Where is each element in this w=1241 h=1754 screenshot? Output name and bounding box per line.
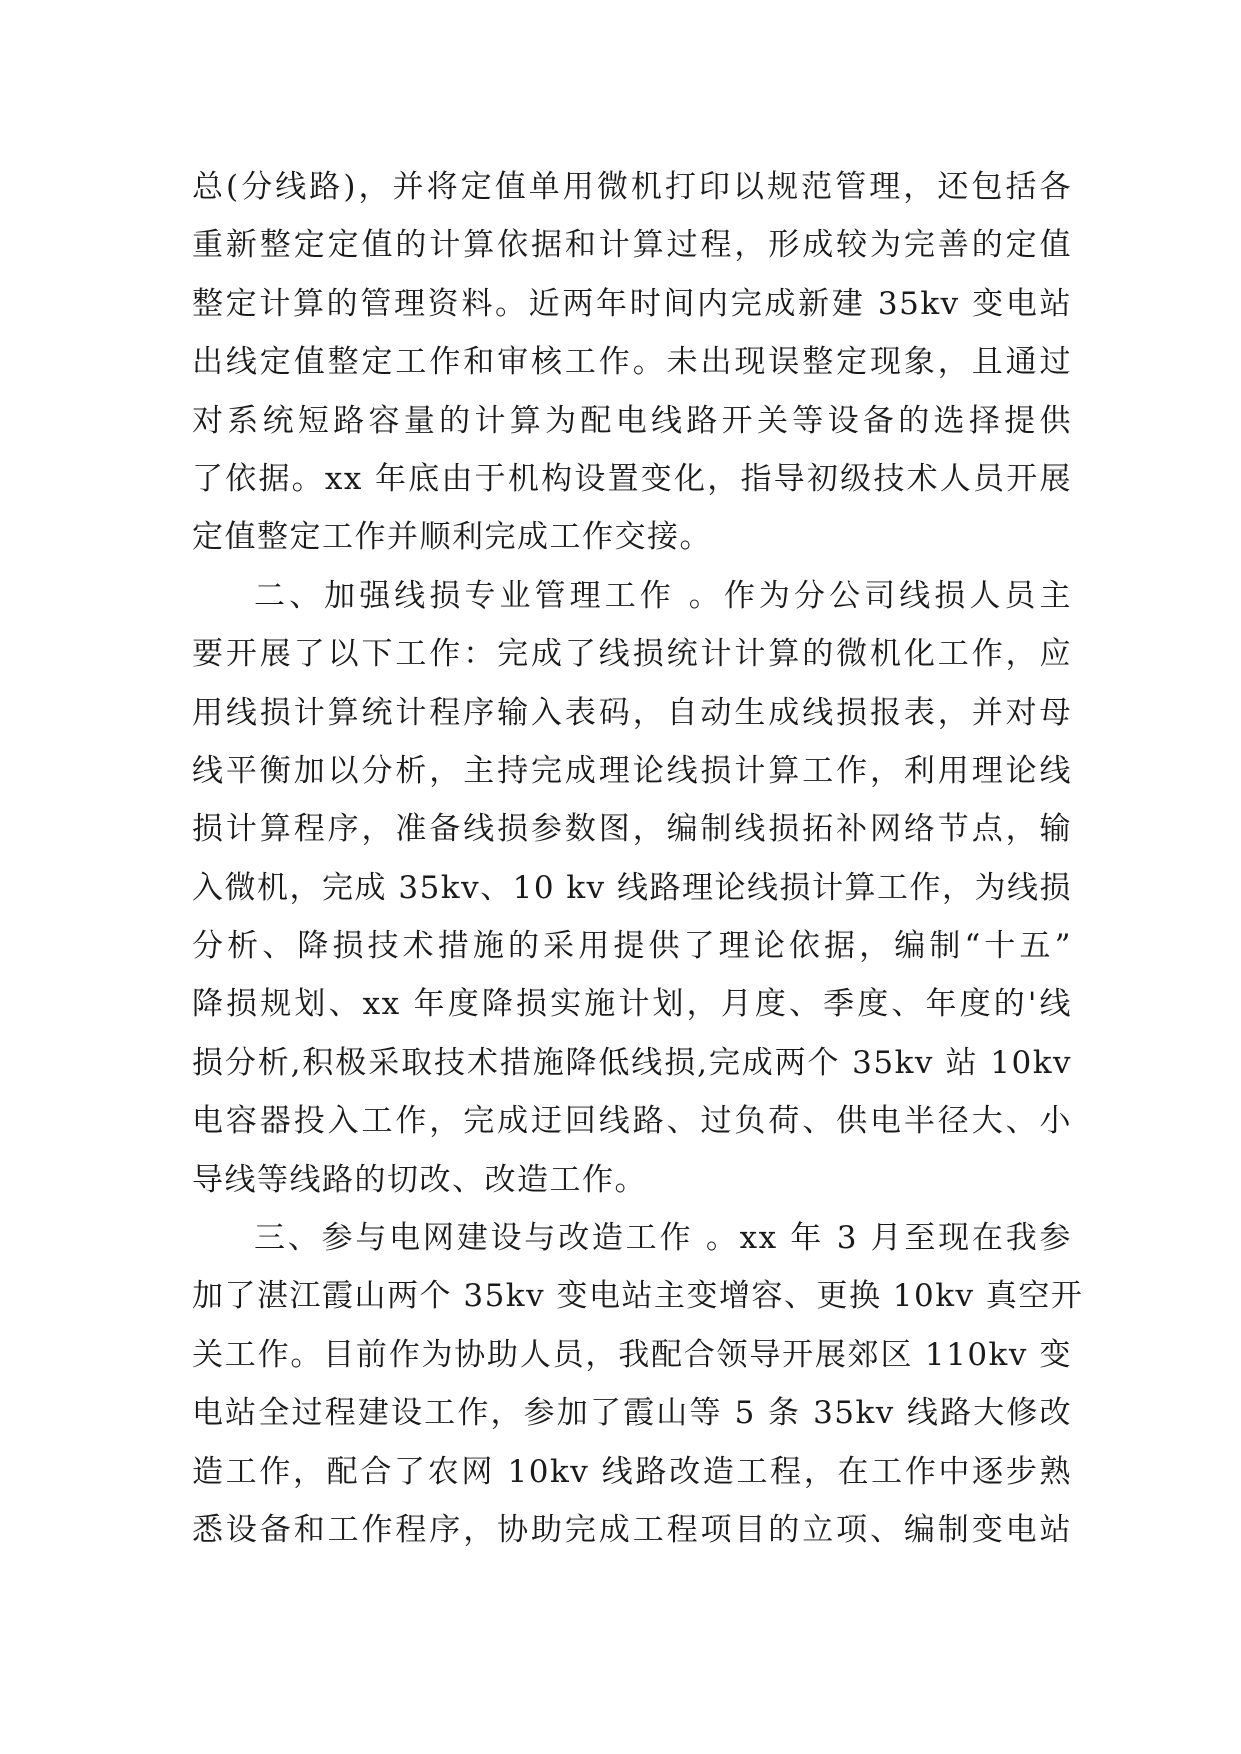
text-line: 入微机，完成 35kv、10 kv 线路理论线损计算工作，为线损 xyxy=(192,869,1073,906)
text-line: 定值整定工作并顺利完成工作交接。 xyxy=(192,519,712,556)
text-line: 降损规划、xx 年度降损实施计划，月度、季度、年度的'线 xyxy=(192,986,1072,1023)
text-line: 造工作，配合了农网 10kv 线路改造工程，在工作中逐步熟 xyxy=(192,1453,1072,1490)
text-line: 加了湛江霞山两个 35kv 变电站主变增容、更换 10kv 真空开 xyxy=(192,1278,1084,1315)
text-line: 要开展了以下工作：完成了线损统计计算的微机化工作，应 xyxy=(192,636,1072,673)
text-line: 对系统短路容量的计算为配电线路开关等设备的选择提供 xyxy=(192,402,1072,439)
text-line: 导线等线路的切改、改造工作。 xyxy=(192,1161,647,1198)
text-line: 整定计算的管理资料。近两年时间内完成新建 35kv 变电站 xyxy=(192,285,1072,322)
text-line: 三、参与电网建设与改造工作 。xx 年 3 月至现在我参 xyxy=(254,1220,1072,1257)
text-line: 损分析,积极采取技术措施降低线损,完成两个 35kv 站 10kv xyxy=(192,1044,1072,1081)
text-line: 悉设备和工作程序，协助完成工程项目的立项、编制变电站 xyxy=(192,1511,1072,1548)
text-line: 关工作。目前作为协助人员，我配合领导开展郊区 110kv 变 xyxy=(192,1336,1072,1373)
text-line: 电容器投入工作，完成迂回线路、过负荷、供电半径大、小 xyxy=(192,1103,1072,1140)
text-line: 了依据。xx 年底由于机构设置变化，指导初级技术人员开展 xyxy=(192,460,1072,497)
text-line: 出线定值整定工作和审核工作。未出现误整定现象，且通过 xyxy=(192,344,1072,381)
text-line: 分析、降损技术措施的采用提供了理论依据，编制“十五” xyxy=(192,928,1072,965)
text-line: 用线损计算统计程序输入表码，自动生成线损报表，并对母 xyxy=(192,694,1072,731)
document-body xyxy=(192,158,1084,1559)
text-line: 电站全过程建设工作，参加了霞山等 5 条 35kv 线路大修改 xyxy=(192,1395,1072,1432)
text-line: 损计算程序，准备线损参数图，编制线损拓补网络节点，输 xyxy=(192,811,1072,848)
text-line: 总(分线路)，并将定值单用微机打印以规范管理，还包括各 xyxy=(192,169,1072,205)
text-line: 二、加强线损专业管理工作 。作为分公司线损人员主 xyxy=(254,577,1072,614)
text-line: 重新整定定值的计算依据和计算过程，形成较为完善的定值 xyxy=(192,227,1072,264)
text-line: 线平衡加以分析，主持完成理论线损计算工作，利用理论线 xyxy=(192,752,1072,789)
